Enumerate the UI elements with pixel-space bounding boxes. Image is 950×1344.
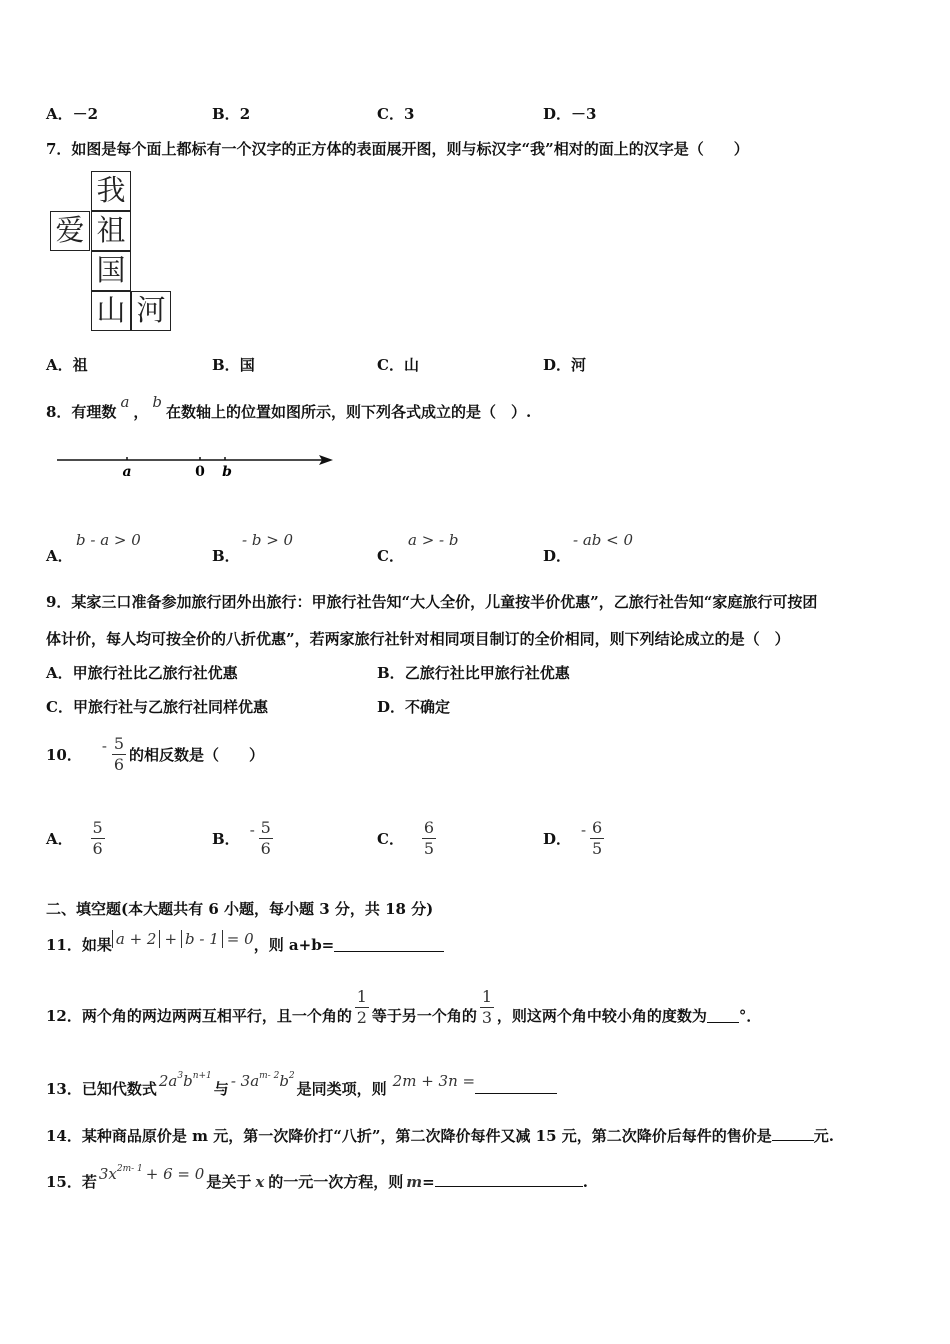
q6-option-a: A．－2 [46,105,99,123]
q7-option-a: A．祖 [46,356,88,374]
q15-blank[interactable] [435,1172,583,1187]
q11-stem: 11．如果 a + 2 + b - 1 = 0 ，则 a+b= [46,934,444,955]
q13-stem: 13．已知代数式 $2a^3b^{n+1}$ 与 - $3a^{m- 2}b^2$ 是同类项，则 2m + 3n = [46,1078,557,1099]
q11-blank[interactable] [334,937,444,952]
q9-stem-line2: 体计价，每人均可按全价的八折优惠”，若两家旅行社针对相同项目制订的全价相同，则下列结论成立的是（ ） [46,630,790,648]
q9-option-a: A．甲旅行社比乙旅行社优惠 [46,664,238,682]
q8-option-a-expr: b - a > 0 [76,531,141,549]
q8-option-c: C． [377,547,404,565]
q10-option-d: D． - $\frac{6}{5}$ [543,817,603,858]
q8-option-a: A． [46,547,73,565]
q13-blank[interactable] [475,1079,557,1094]
q7-stem: 7．如图是每个面上都标有一个汉字的正方体的表面展开图，则与标汉字“我”相对的面上的汉字是（ ） [46,140,749,158]
q14-blank[interactable] [772,1126,814,1141]
q8-option-b: B． [212,547,240,565]
label-a: a [122,464,132,480]
q10-stem: 10． - $\frac{5}{6}$ 的相反数是（ ） [46,733,264,774]
q9-stem-line1: 9．某家三口准备参加旅行团外出旅行：甲旅行社告知“大人全价，儿童按半价优惠”，乙旅行社告知“家庭旅行可按团 [46,593,818,611]
q7-option-c: C．山 [377,356,419,374]
q6-option-c: C．3 [377,105,415,123]
net-face-he: 河 [131,291,171,331]
q9-option-d: D．不确定 [377,698,451,716]
q10-fraction: $\frac{5}{6}$ [113,733,125,774]
q12-stem: 12．两个角的两边两两互相平行，且一个角的 $\frac{1}{2}$ 等于另一个角的 $\frac{1}{3}$ ，则这两个角中较小角的度数为 °． [46,986,762,1027]
q7-option-b: B．国 [212,356,255,374]
number-line-diagram [55,448,340,483]
q10-option-a: A． $\frac{5}{6}$ [46,817,103,858]
q8-option-b-expr: - b > 0 [242,531,294,549]
label-0: 0 [195,464,205,480]
net-face-wo: 我 [91,171,131,211]
q8-option-d-expr: - ab < 0 [573,531,634,549]
q10-option-b: B． - $\frac{5}{6}$ [212,817,271,858]
net-face-shan: 山 [91,291,131,331]
cube-net-diagram [50,171,175,333]
net-face-zu: 祖 [91,211,131,251]
q9-option-b: B．乙旅行社比甲旅行社优惠 [377,664,570,682]
net-face-guo: 国 [91,251,131,291]
q8-option-c-expr: a > - b [408,531,459,549]
q14-stem: 14．某种商品原价是 m 元，第一次降价打“八折”，第二次降价每件又减 15 元，第二次降价后每件的售价是 元. [46,1127,835,1145]
q12-blank[interactable] [707,1008,739,1023]
q8-stem: 8．有理数a，b在数轴上的位置如图所示，则下列各式成立的是（ ）. [46,393,532,421]
q9-option-c: C．甲旅行社与乙旅行社同样优惠 [46,698,268,716]
q8-option-d: D． [543,547,572,565]
net-face-ai: 爱 [50,211,90,251]
label-b: b [222,464,232,480]
q6-option-b: B．2 [212,105,251,123]
q15-stem: 15．若 $3x^{2m- 1} + 6 = 0$ 是关于 x 的一元一次方程，则 m = . [46,1164,588,1191]
q7-option-d: D．河 [543,356,587,374]
section-2-title: 二、填空题(本大题共有 6 小题，每小题 3 分，共 18 分) [46,900,434,918]
q6-option-d: D．－3 [543,105,597,123]
q10-option-c: C． $\frac{6}{5}$ [377,817,435,858]
